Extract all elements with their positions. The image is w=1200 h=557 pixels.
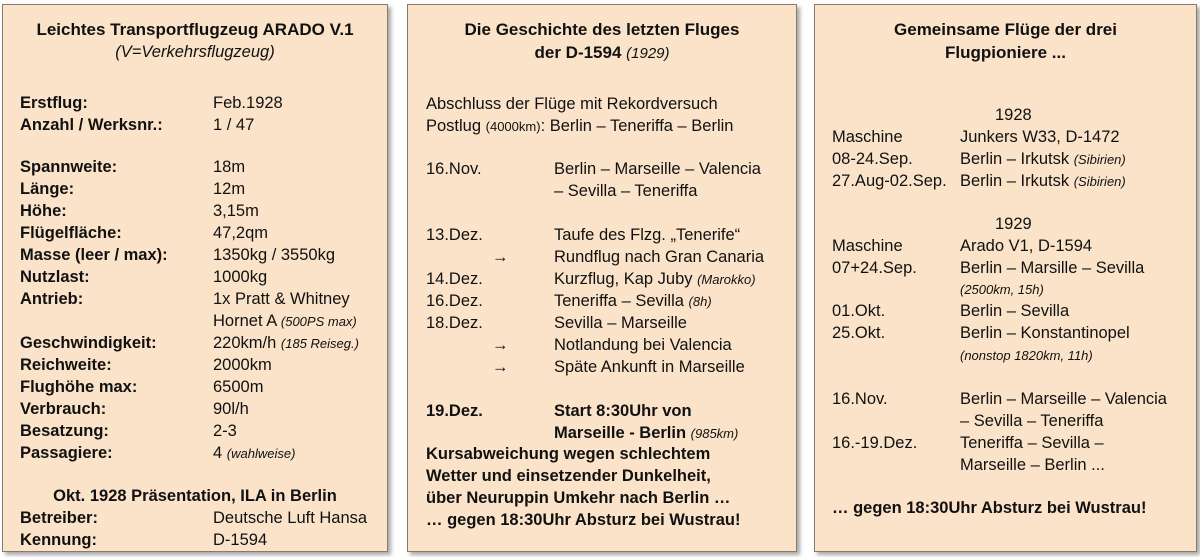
row-text: Berlin – Marsille – Sevilla — [960, 259, 1145, 277]
spec-label: Passagiere: — [20, 444, 113, 462]
conclusion-line: Wetter und einsetzender Dunkelheit, — [426, 467, 711, 485]
arrow-icon: → — [492, 336, 509, 354]
conclusion-line: Kursabweichung wegen schlechtem — [426, 445, 711, 463]
spec-label: Antrieb: — [20, 290, 84, 308]
final-date: 19.Dez. — [426, 402, 483, 420]
panel-title-line2 — [408, 42, 796, 65]
panel-subtitle: (V=Verkehrsflugzeug) — [115, 43, 275, 61]
row-text: Berlin – Konstantinopel — [960, 324, 1130, 342]
panel-title: Gemeinsame Flüge der drei — [894, 20, 1117, 39]
entry-text — [554, 290, 712, 313]
row-label: 25.Okt. — [832, 324, 886, 342]
conclusion-line: … gegen 18:30Uhr Absturz bei Wustrau! — [426, 511, 741, 529]
presentation-heading: Okt. 1928 Präsentation, ILA in Berlin — [53, 487, 337, 505]
spec-value: 1 / 47 — [213, 116, 255, 134]
final-text — [554, 422, 738, 445]
row-text-main: Berlin – Irkutsk — [960, 150, 1070, 168]
registration-label: Kennung: — [20, 531, 97, 549]
row-label: Maschine — [832, 237, 903, 255]
row-label: 27.Aug-02.Sep. — [832, 172, 947, 190]
entry-text: – Sevilla – Teneriffa — [554, 182, 698, 200]
panel-title-text: der D-1594 — [534, 43, 622, 62]
row-text: Berlin – Sevilla — [960, 302, 1070, 320]
row-text — [960, 148, 1126, 171]
spec-label: Nutzlast: — [20, 268, 90, 286]
spec-note: (185 Reiseg.) — [280, 336, 359, 351]
spec-label: Erstflug: — [20, 94, 88, 112]
intro-text: Abschluss der Flüge mit Rekordversuch — [426, 95, 718, 113]
registration-value: D-1594 — [213, 531, 268, 549]
entry-text — [554, 268, 756, 291]
final-text: Start 8:30Uhr von — [554, 402, 692, 420]
spec-value: 12m — [213, 180, 246, 198]
entry-text-main: Kurzflug, Kap Juby — [554, 270, 693, 288]
row-note: (Sibirien) — [1073, 174, 1126, 189]
intro-note: (4000km) — [485, 119, 541, 134]
spec-note: (wahlweise) — [226, 446, 296, 461]
row-text: Teneriffa – Sevilla – — [960, 434, 1104, 452]
spec-value: Feb.1928 — [213, 94, 283, 112]
conclusion-line: … gegen 18:30Uhr Absturz bei Wustrau! — [832, 499, 1147, 517]
spec-label: Anzahl / Werksnr.: — [20, 116, 163, 134]
spec-label: Reichweite: — [20, 356, 112, 374]
spec-value: 47,2qm — [213, 224, 269, 242]
final-text-main: Marseille - Berlin — [554, 424, 687, 442]
spec-value-text: Hornet A — [213, 312, 277, 330]
entry-date: 16.Dez. — [426, 292, 483, 310]
panel-title: Leichtes Transportflugzeug ARADO V.1 — [36, 20, 354, 39]
spec-value-text: 4 — [213, 444, 223, 462]
spec-value — [213, 310, 357, 333]
entry-text: Taufe des Flzg. „Tenerife“ — [554, 226, 741, 244]
row-label: 07+24.Sep. — [832, 259, 917, 277]
spec-value: 1350kg / 3550kg — [213, 246, 336, 264]
row-label: Maschine — [832, 128, 903, 146]
spec-value: 1x Pratt & Whitney — [213, 290, 350, 308]
spec-value: 2000km — [213, 356, 272, 374]
spec-label: Spannweite: — [20, 158, 118, 176]
intro-text — [426, 115, 733, 138]
spec-label: Länge: — [20, 180, 75, 198]
entry-note: (8h) — [688, 294, 712, 309]
entry-text: Rundflug nach Gran Canaria — [554, 248, 765, 266]
entry-note: (Marokko) — [697, 272, 756, 287]
row-text: – Sevilla – Teneriffa — [960, 412, 1104, 430]
row-label: 08-24.Sep. — [832, 150, 913, 168]
entry-date: 16.Nov. — [426, 160, 482, 178]
row-label: 01.Okt. — [832, 302, 886, 320]
joint-flights-panel — [814, 4, 1197, 552]
year-heading: 1929 — [995, 215, 1032, 233]
entry-text: Notlandung bei Valencia — [554, 336, 732, 354]
panel-title-line2: Flugpioniere ... — [945, 43, 1066, 62]
spec-label: Flughöhe max: — [20, 378, 138, 396]
spec-value: 3,15m — [213, 202, 259, 220]
spec-value-text: 220km/h — [213, 334, 277, 352]
final-note: (985km) — [690, 426, 739, 441]
operator-value: Deutsche Luft Hansa — [213, 509, 368, 527]
aircraft-specs-panel — [2, 4, 388, 552]
spec-label: Masse (leer / max): — [20, 246, 168, 264]
spec-value — [213, 442, 295, 465]
spec-label: Verbrauch: — [20, 400, 107, 418]
row-note: (2500km, 15h) — [960, 282, 1044, 297]
entry-date: 14.Dez. — [426, 270, 483, 288]
panel-title-year: (1929) — [626, 45, 670, 62]
entry-date: 13.Dez. — [426, 226, 483, 244]
spec-note: (500PS max) — [280, 314, 357, 329]
spec-label: Flügelfläche: — [20, 224, 122, 242]
arrow-icon: → — [492, 248, 509, 266]
spec-value: 1000kg — [213, 268, 268, 286]
spec-value: 6500m — [213, 378, 264, 396]
row-text: Marseille – Berlin ... — [960, 456, 1105, 474]
entry-text: Späte Ankunft in Marseille — [554, 358, 745, 376]
row-text: Junkers W33, D-1472 — [960, 128, 1120, 146]
intro-text-b: : Berlin – Teneriffa – Berlin — [540, 117, 734, 135]
row-label: 16.Nov. — [832, 390, 888, 408]
row-note: (nonstop 1820km, 11h) — [960, 348, 1093, 363]
entry-text: Berlin – Marseille – Valencia — [554, 160, 761, 178]
row-label: 16.-19.Dez. — [832, 434, 918, 452]
row-note: (Sibirien) — [1073, 152, 1126, 167]
year-heading: 1928 — [995, 106, 1032, 124]
entry-text: Sevilla – Marseille — [554, 314, 687, 332]
spec-value: 2-3 — [213, 422, 237, 440]
panel-title: Die Geschichte des letzten Fluges — [464, 20, 740, 39]
intro-text-a: Postlug — [426, 117, 482, 135]
conclusion-line: über Neuruppin Umkehr nach Berlin … — [426, 489, 731, 507]
row-text: Berlin – Marseille – Valencia — [960, 390, 1167, 408]
spec-label: Höhe: — [20, 202, 67, 220]
spec-value: 90l/h — [213, 400, 249, 418]
entry-date: 18.Dez. — [426, 314, 483, 332]
spec-value: 18m — [213, 158, 246, 176]
spec-label: Geschwindigkeit: — [20, 334, 157, 352]
operator-label: Betreiber: — [20, 509, 98, 527]
last-flight-panel — [407, 4, 797, 552]
spec-value — [213, 332, 359, 355]
arrow-icon: → — [492, 358, 509, 376]
spec-label: Besatzung: — [20, 422, 109, 440]
row-text — [960, 170, 1126, 193]
entry-text-main: Teneriffa – Sevilla — [554, 292, 684, 310]
row-text-main: Berlin – Irkutsk — [960, 172, 1070, 190]
row-text: Arado V1, D-1594 — [960, 237, 1093, 255]
